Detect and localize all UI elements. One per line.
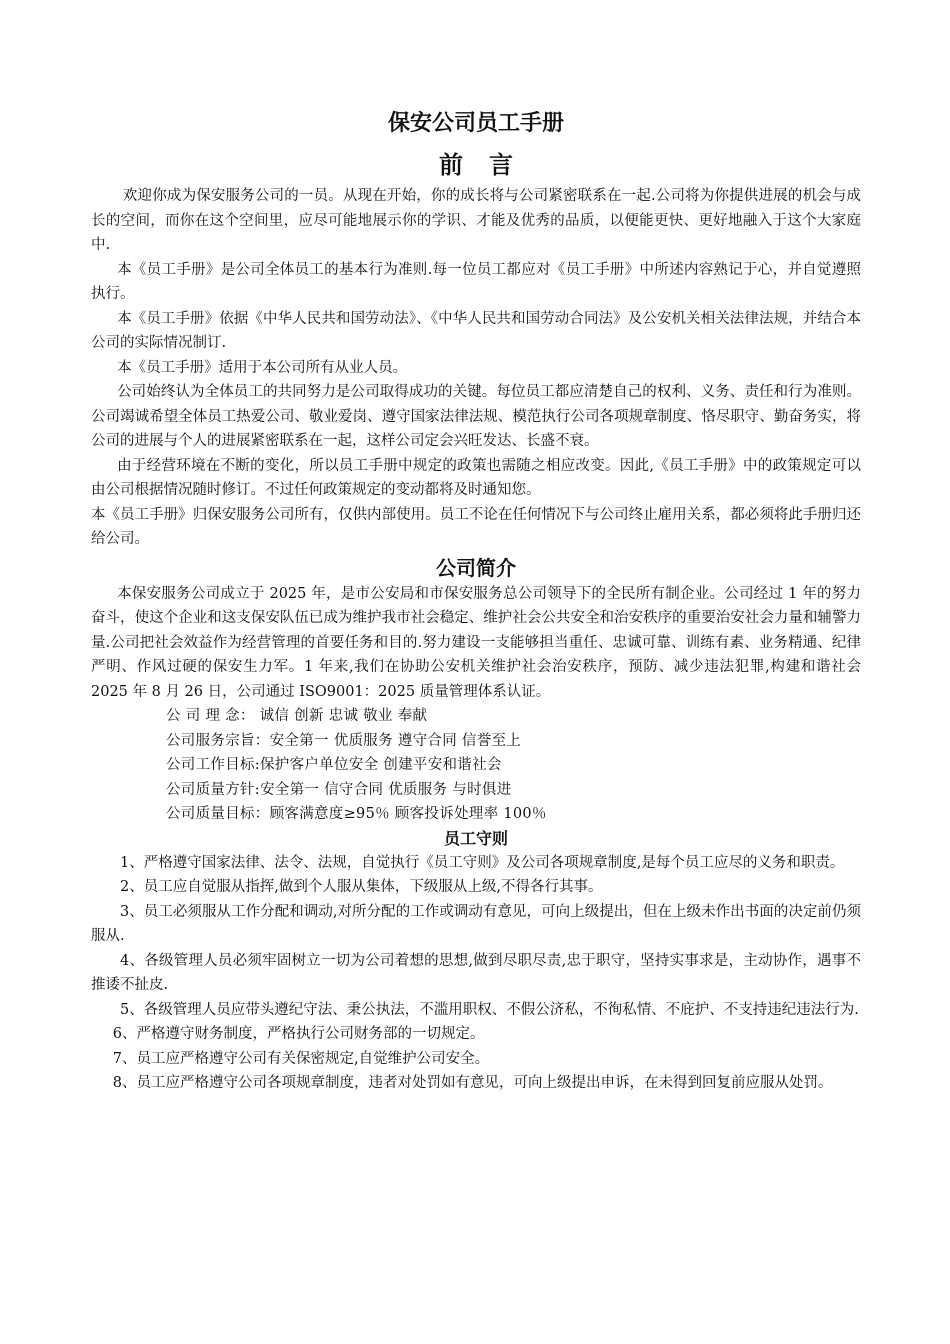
- rules-heading: 员工守则: [443, 828, 508, 848]
- preface-paragraph: 本《员工手册》是公司全体员工的基本行为准则.每一位员工都应对《员工手册》中所述内容熟记于心，并自觉遵照执行。: [91, 261, 861, 302]
- motto-line: 公 司 理 念： 诚信 创新 忠诚 敬业 奉献: [166, 708, 428, 724]
- motto-line: 公司工作目标:保护客户单位安全 创建平安和谐社会: [166, 757, 502, 773]
- rule-item: 3、员工必须服从工作分配和调动,对所分配的工作或调动有意见，可向上级提出，但在上级未作出书面的决定前仍须服从.: [91, 903, 861, 944]
- rule-item: 8、员工应严格遵守公司各项规章制度，违者对处罚如有意见，可向上级提出申诉，在未得到回复前应服从处罚。: [112, 1075, 833, 1091]
- preface-heading: 前言: [439, 151, 539, 179]
- intro-paragraph: 本保安服务公司成立于 2025 年，是市公安局和市保安服务总公司领导下的全民所有制企业。公司经过 1 年的努力奋斗，使这个企业和这支保安队伍已成为维护我市社会稳定、维护社会公共安全和治安秩序的重要治安社会力量和辅警力量.公司把社会效益作为经营管理的首要任务和目的.努力建设一支能够担当重任、忠诚可靠、训练有素、业务精通、纪律严明、作风过硬的保安生力军。1 年来,我们在协助公安机关维护社会治安秩序，预防、减少违法犯罪,构建和谐社会 2025 年 8 月 26 日，公司通过 ISO9001：2025 质量管理体系认证。: [91, 585, 861, 700]
- rule-item: 6、严格遵守财务制度，严格执行公司财务部的一切规定。: [112, 1026, 485, 1042]
- intro-heading: 公司简介: [436, 555, 516, 580]
- rule-item: 7、员工应严格遵守公司有关保密规定,自觉维护公司安全。: [112, 1050, 490, 1067]
- preface-paragraph: 本《员工手册》归保安服务公司所有，仅供内部使用。员工不论在任何情况下与公司终止雇用关系，都必须将此手册归还给公司。: [91, 506, 861, 547]
- document-page: [91, 108, 861, 1096]
- preface-paragraph: 欢迎你成为保安服务公司的一员。从现在开始，你的成长将与公司紧密联系在一起.公司将为你提供进展的机会与成长的空间，而你在这个空间里，应尽可能地展示你的学识、才能及优秀的品质，以便能更快、更好地融入于这个大家庭中.: [91, 188, 861, 253]
- rule-item: 4、各级管理人员必须牢固树立一切为公司着想的思想,做到尽职尽责,忠于职守，坚持实事求是，主动协作，遇事不推诿不扯皮.: [91, 952, 861, 993]
- preface-paragraph: 本《员工手册》依据《中华人民共和国劳动法》、《中华人民共和国劳动合同法》及公安机关相关法律法规，并结合本公司的实际情况制订.: [91, 310, 861, 351]
- rule-item: 5、各级管理人员应带头遵纪守法、秉公执法，不滥用职权、不假公济私，不徇私情、不庇护、不支持违纪违法行为.: [120, 1001, 859, 1018]
- preface-paragraph: 本《员工手册》适用于本公司所有从业人员。: [117, 359, 408, 376]
- motto-line: 公司服务宗旨：安全第一 优质服务 遵守合同 信誉至上: [166, 732, 522, 749]
- rule-item: 1、严格遵守国家法律、法令、法规，自觉执行《员工守则》及公司各项规章制度,是每个员工应尽的义务和职责。: [120, 854, 845, 871]
- document-title: 保安公司员工手册: [387, 111, 564, 136]
- motto-line: 公司质量方针:安全第一 信守合同 优质服务 与时俱进: [166, 781, 512, 798]
- preface-paragraph: 由于经营环境在不断的变化，所以员工手册中规定的政策也需随之相应改变。因此,《员工手册》中的政策规定可以由公司根据情况随时修订。不过任何政策规定的变动都将及时通知您。: [91, 457, 861, 498]
- motto-line: 公司质量目标：顾客满意度≥95％ 顾客投诉处理率 100％: [166, 806, 547, 822]
- rule-item: 2、员工应自觉服从指挥,做到个人服从集体，下级服从上级,不得各行其事。: [120, 879, 603, 895]
- preface-paragraph: 公司始终认为全体员工的共同努力是公司取得成功的关键。每位员工都应清楚自己的权利、义务、责任和行为准则。公司竭诚希望全体员工热爱公司、敬业爱岗、遵守国家法律法规、模范执行公司各项规章制度、恪尽职守、勤奋务实，将公司的进展与个人的进展紧密联系在一起，这样公司定会兴旺发达、长盛不衰。: [91, 384, 861, 449]
